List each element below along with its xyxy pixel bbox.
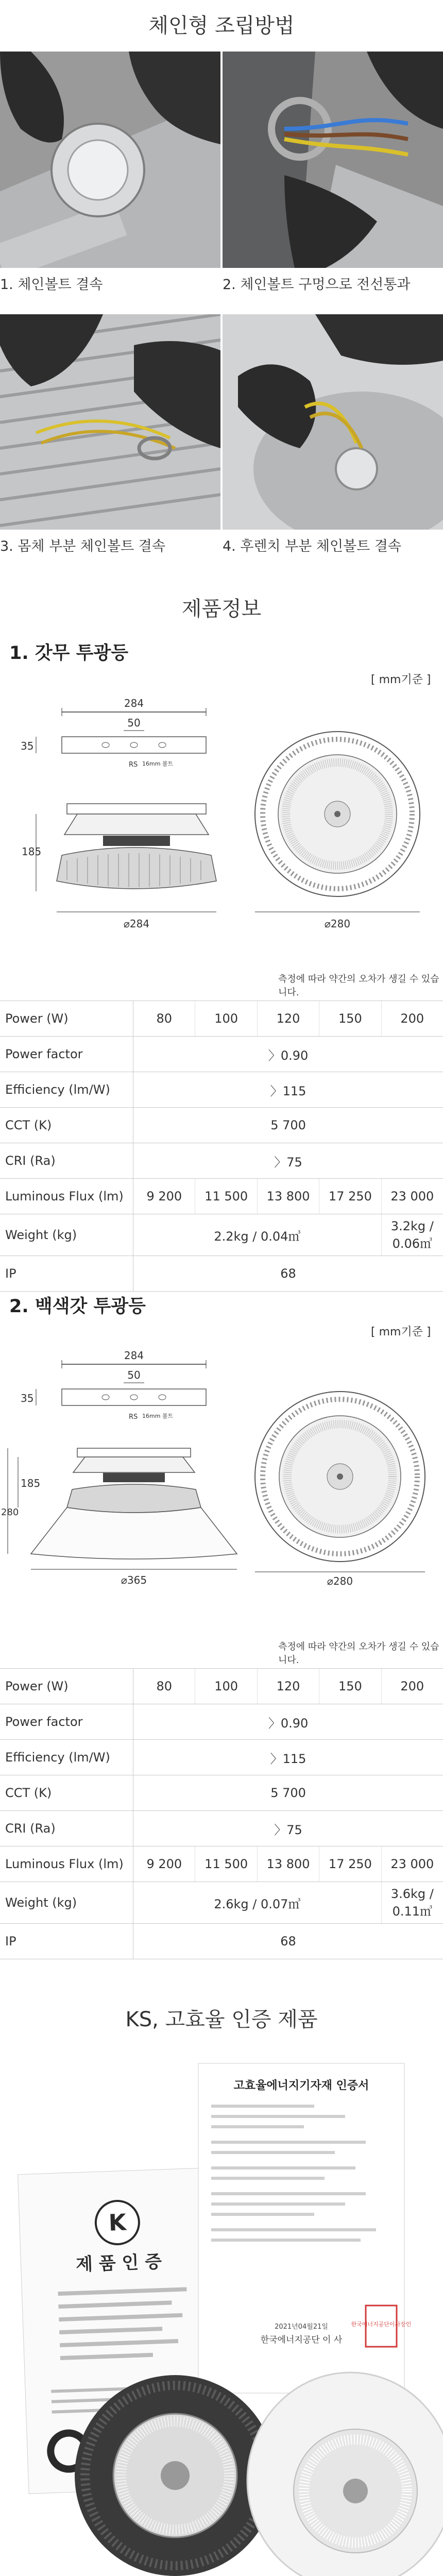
spec-cell: 〉0.90 [133,1037,443,1072]
step-2-label: 2. 체인볼트 구멍으로 전선통과 [223,277,411,293]
spec-cell: 9 200 [133,1179,195,1214]
spec-cell: 17 250 [319,1179,381,1214]
ks-cert-title: 제 품 인 증 [75,2251,162,2275]
ks-mark: K [108,2209,127,2236]
product-2-title: 2. 백색갓 투광등 [9,1296,146,1317]
table-row [0,1108,443,1143]
spec-cell: 17 250 [319,1846,381,1882]
product-2-dim-width: ⌀365 [121,1574,147,1586]
spec-cell: 120 [257,1669,319,1704]
spec-cell: 〉115 [133,1072,443,1108]
table-row [0,1001,443,1037]
table-row [0,1924,443,1959]
spec-cell-line: 0.11㎥ [392,1904,433,1919]
table-row [0,1882,443,1924]
spec-cell: 200 [381,1001,443,1037]
spec-label: Power factor [0,1704,133,1740]
product-1-tolerance-note: 측정에 따라 약간의 오차가 생길 수 있습니다. [278,974,439,998]
table-row [0,1669,443,1704]
spec-cell: 100 [195,1669,257,1704]
step-3-photo [0,314,220,530]
spec-cell-line: 3.2kg / [390,1218,434,1233]
step-4-photo [223,314,443,530]
spec-cell: 〉115 [133,1740,443,1775]
spec-label: Power factor [0,1037,133,1072]
spec-cell: 2.6kg / 0.07㎥ [133,1882,382,1924]
energy-cert-title: 고효율에너지기자재 인증서 [233,2079,369,2092]
product-1-dim-front-width: ⌀280 [324,918,351,930]
spec-label: Luminous Flux (lm) [0,1179,133,1214]
product-1-dim-bolt-note: 16mm 볼트 [142,760,174,767]
spec-cell: 200 [381,1669,443,1704]
spec-cell: 13 800 [257,1179,319,1214]
table-row [0,1214,443,1256]
energy-cert-agency: 한국에너지공단 이 사 [260,2335,343,2345]
spec-cell: 〉0.90 [133,1704,443,1740]
product-1-dim-height: 185 [22,845,42,858]
spec-label: CCT (K) [0,1775,133,1811]
table-row [0,1811,443,1846]
spec-cell-line: 3.6kg / [390,1886,434,1901]
table-row [0,1037,443,1072]
product-1-spec-table [0,1001,443,1292]
spec-cell: 68 [133,1924,443,1959]
table-row [0,1256,443,1292]
table-row [0,1846,443,1882]
certification-image [0,2048,443,2576]
product-2-unit-note: [ mm기준 ] [371,1326,431,1338]
spec-cell: 〉75 [133,1143,443,1179]
spec-label: Power (W) [0,1001,133,1037]
spec-cell: 13 800 [257,1846,319,1882]
energy-cert-date: 2021년04월21일 [275,2323,328,2331]
spec-label: Weight (kg) [0,1214,133,1256]
table-row [0,1143,443,1179]
assembly-title: 체인형 조립방법 [148,14,295,38]
spec-cell: 120 [257,1001,319,1037]
product-2-dim-bolt-note: 16mm 볼트 [142,1413,174,1419]
product-1-dim-bolt: RS [129,761,138,769]
table-row [0,1740,443,1775]
spec-cell: 〉75 [133,1811,443,1846]
spec-label: Luminous Flux (lm) [0,1846,133,1882]
spec-cell: 150 [319,1001,381,1037]
product-2-dim-hole: 50 [127,1369,141,1381]
product-2-dim-bolt: RS [129,1413,138,1421]
table-row [0,1179,443,1214]
product-2-dim-bracket-h: 35 [21,1392,34,1404]
spec-cell [381,1214,443,1256]
spec-label: IP [0,1924,133,1959]
product-1-drawing [0,685,443,989]
spec-cell: 2.2kg / 0.04㎥ [133,1214,382,1256]
product-1-dim-bracket-h: 35 [21,740,34,752]
spec-label: CRI (Ra) [0,1143,133,1179]
spec-label: Efficiency (lm/W) [0,1740,133,1775]
spec-cell: 23 000 [381,1179,443,1214]
product-2-drawing [0,1337,443,1647]
product-2-dim-height: 185 [21,1477,41,1489]
spec-cell: 23 000 [381,1846,443,1882]
step-4-label: 4. 후렌치 부분 체인볼트 결속 [223,538,401,554]
spec-cell: 68 [133,1256,443,1292]
spec-cell [381,1882,443,1924]
spec-label: IP [0,1256,133,1292]
product-1-title: 1. 갓무 투광등 [9,643,129,664]
spec-cell-line: 0.06㎥ [392,1236,433,1251]
spec-label: Power (W) [0,1669,133,1704]
spec-cell: 5 700 [133,1775,443,1811]
product-1-unit-note: [ mm기준 ] [371,673,431,686]
product-2-dim-top-width: 284 [124,1349,144,1362]
spec-label: Weight (kg) [0,1882,133,1924]
product-info-title: 제품정보 [181,597,262,621]
table-row [0,1775,443,1811]
spec-label: Efficiency (lm/W) [0,1072,133,1108]
spec-cell: 5 700 [133,1108,443,1143]
table-row [0,1704,443,1740]
spec-cell: 11 500 [195,1179,257,1214]
step-1-photo [0,52,220,268]
product-2-dim-front-width: ⌀280 [327,1575,353,1587]
table-row [0,1072,443,1108]
step-3-label: 3. 몸체 부분 체인볼트 결속 [0,538,165,554]
spec-cell: 100 [195,1001,257,1037]
product-2-dim-total-height: 280 [1,1507,19,1518]
product-1-dim-top-width: 284 [124,697,144,709]
product-1-dim-hole: 50 [127,717,141,729]
spec-label: CRI (Ra) [0,1811,133,1846]
step-2-photo [223,52,443,268]
step-1-label: 1. 체인볼트 결속 [0,277,103,293]
spec-cell: 80 [133,1001,195,1037]
spec-cell: 80 [133,1669,195,1704]
spec-label: CCT (K) [0,1108,133,1143]
certification-title: KS, 고효율 인증 제품 [125,2008,318,2031]
spec-cell: 150 [319,1669,381,1704]
energy-seal: 한국에너지공단이사장인 [351,2321,412,2328]
spec-cell: 11 500 [195,1846,257,1882]
product-1-dim-width: ⌀284 [123,918,150,930]
product-2-tolerance-note: 측정에 따라 약간의 오차가 생길 수 있습니다. [278,1641,439,1666]
product-2-spec-table [0,1668,443,1959]
spec-cell: 9 200 [133,1846,195,1882]
